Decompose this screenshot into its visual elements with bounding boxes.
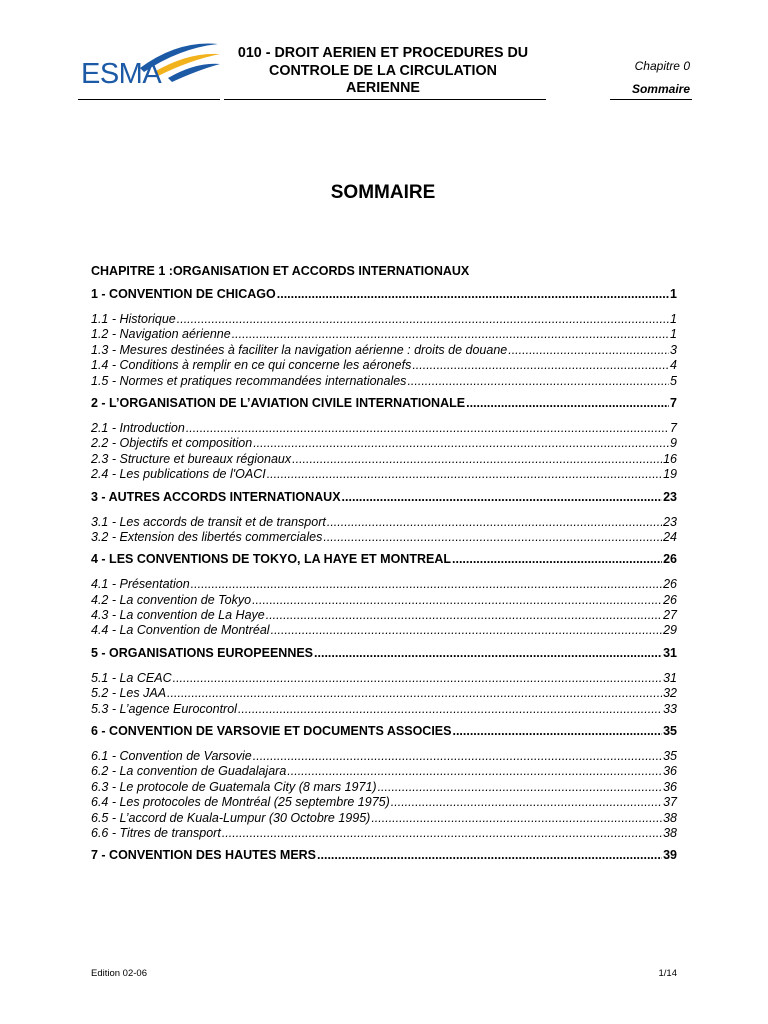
toc-subsection-entry-title: 3.1 - Les accords de transit et de transport	[91, 514, 326, 529]
toc-subsection-entry[interactable]	[91, 749, 677, 764]
toc-subsection-entry-page: 5	[670, 373, 677, 388]
toc-subsection-entry-title: 1.3 - Mesures destinées à faciliter la navigation aérienne : droits de douane	[91, 342, 508, 357]
toc-subsection-entry-page: 38	[663, 810, 677, 825]
toc-section-entry-title: 1 - CONVENTION DE CHICAGO	[91, 287, 276, 301]
toc-section-group	[91, 848, 677, 863]
toc-subsection-entry[interactable]	[91, 608, 677, 623]
dot-leader	[173, 671, 663, 686]
dot-leader	[466, 396, 669, 411]
toc-subsection-entry[interactable]	[91, 312, 677, 327]
page-header	[0, 0, 768, 104]
toc-subsection-entry-title: 6.1 - Convention de Varsovie	[91, 749, 252, 764]
toc-section-entry-title: 6 - CONVENTION DE VARSOVIE ET DOCUMENTS ASSOCIES	[91, 724, 452, 739]
toc-subsection-entry[interactable]	[91, 671, 677, 686]
toc-subsection-entry-title: 4.3 - La convention de La Haye	[91, 608, 265, 623]
toc-subsection-entry-page: 38	[663, 825, 677, 840]
chapter-label: Chapitre 0	[634, 59, 690, 73]
toc-section-entry-page: 23	[663, 489, 677, 504]
toc-subsection-entry[interactable]	[91, 577, 677, 592]
document-title-line-1: 010 - DROIT AERIEN ET PROCEDURES DU	[237, 45, 529, 61]
toc-section-entry-title: 2 - L’ORGANISATION DE L’AVIATION CIVILE INTERNATIONALE	[91, 395, 466, 410]
toc-subsection-entry-title: 1.5 - Normes et pratiques recommandées internationales	[91, 373, 407, 388]
toc-section-group	[91, 490, 677, 546]
toc-subsection-entry-title: 1.4 - Conditions à remplir en ce qui concerne les aéronefs	[91, 358, 412, 373]
document-title-line-2: CONTROLE DE LA CIRCULATION	[269, 62, 497, 79]
toc-subsection-entry-title: 1.1 - Historique	[91, 312, 176, 326]
toc-subsection-entry[interactable]	[91, 780, 677, 795]
dot-leader	[238, 702, 662, 717]
dot-leader	[292, 452, 662, 467]
toc-subsection-entry-page: 32	[663, 686, 677, 701]
logo-text: ESMA	[81, 58, 162, 90]
toc-subsection-entry-title: 6.6 - Titres de transport	[91, 825, 221, 840]
toc-subsection-entry[interactable]	[91, 327, 677, 342]
toc-chapter-heading: CHAPITRE 1 :ORGANISATION ET ACCORDS INTERNATIONAUX	[91, 264, 470, 278]
toc-subsection-entry-title: 5.3 - L’agence Eurocontrol	[91, 701, 237, 716]
toc-subsection-entry-title: 4.1 - Présentation	[91, 577, 190, 592]
toc-subsection-entry-page: 9	[670, 436, 677, 451]
toc-subsection-entry-page: 7	[670, 420, 677, 435]
toc-subsection-entry[interactable]	[91, 811, 677, 826]
toc-subsection-entry-title: 4.2 - La convention de Tokyo	[91, 592, 252, 607]
dot-leader	[267, 467, 662, 482]
toc-subsection-entry-title: 2.4 - Les publications de l'OACI	[91, 467, 266, 482]
dot-leader	[371, 811, 662, 826]
toc-section-entry[interactable]	[91, 646, 677, 661]
toc-subsection-entry-page: 1	[670, 312, 677, 326]
toc-subsection-entry-page: 31	[663, 670, 677, 685]
dot-leader	[287, 764, 662, 779]
dot-leader	[177, 312, 669, 327]
dot-leader	[412, 358, 669, 373]
dot-leader	[452, 724, 662, 739]
toc-section-entry-page: 7	[670, 395, 677, 410]
toc-subsection-entry-title: 6.2 - La convention de Guadalajara	[91, 764, 287, 779]
toc-section-entry-page: 35	[663, 724, 677, 739]
toc-subsection-entry-title: 5.1 - La CEAC	[91, 670, 172, 685]
toc-subsection-entry-page: 4	[670, 358, 677, 373]
toc-subsection-entry-page: 27	[663, 608, 677, 623]
toc-subsection-entry[interactable]	[91, 826, 677, 841]
toc-section-group	[91, 287, 677, 389]
toc-subsection-entry[interactable]	[91, 623, 677, 638]
toc-subsection-entry-page: 23	[663, 514, 677, 529]
toc-subsection-entry-page: 35	[663, 749, 677, 764]
toc-subsection-entry[interactable]	[91, 452, 677, 467]
toc-section-entry-page: 1	[670, 287, 677, 301]
toc-subsection-entry-page: 16	[663, 451, 677, 466]
toc-subsection-entry-title: 2.2 - Objectifs et composition	[91, 436, 253, 451]
table-of-contents	[91, 261, 677, 873]
document-title	[224, 45, 542, 98]
toc-subsection-entry-page: 33	[663, 701, 677, 716]
dot-leader	[266, 608, 662, 623]
dot-leader	[222, 826, 662, 841]
footer-page-number: 1/14	[658, 968, 677, 979]
toc-subsection-entry-title: 1.2 - Navigation aérienne	[91, 327, 231, 342]
toc-section-entry-page: 26	[663, 552, 677, 567]
document-title-line-3: AERIENNE	[346, 80, 420, 96]
toc-section-entry-title: 5 - ORGANISATIONS EUROPEENNES	[91, 645, 314, 660]
toc-section-entry[interactable]	[91, 848, 677, 863]
header-rule-right	[610, 99, 692, 100]
toc-subsection-entry-title: 5.2 - Les JAA	[91, 686, 167, 701]
toc-subsection-entry-title: 6.5 - L’accord de Kuala-Lumpur (30 Octobre 1995)	[91, 810, 371, 825]
dot-leader	[277, 287, 669, 302]
toc-subsection-entry[interactable]	[91, 374, 677, 389]
dot-leader	[271, 623, 663, 638]
toc-section-group	[91, 646, 677, 717]
toc-subsection-entry-title: 6.4 - Les protocoles de Montréal (25 septembre 1975)	[91, 795, 390, 810]
dot-leader	[253, 436, 669, 451]
toc-subsection-entry-title: 2.3 - Structure et bureaux régionaux	[91, 451, 292, 466]
dot-leader	[317, 848, 662, 863]
toc-subsection-entry-page: 36	[663, 779, 677, 794]
dot-leader	[314, 646, 662, 661]
esma-logo	[78, 38, 223, 100]
toc-section-group	[91, 396, 677, 483]
toc-subsection-entry-page: 29	[663, 623, 677, 638]
toc-subsection-entry-page: 3	[670, 342, 677, 357]
toc-subsection-entry[interactable]	[91, 467, 677, 482]
toc-subsection-entry[interactable]	[91, 515, 677, 530]
dot-leader	[378, 780, 663, 795]
dot-leader	[191, 577, 662, 592]
toc-subsection-entry-page: 36	[663, 764, 677, 779]
toc-subsection-entry-title: 4.4 - La Convention de Montréal	[91, 623, 270, 638]
toc-subsection-entry-title: 6.3 - Le protocole de Guatemala City (8 mars 1971)	[91, 779, 377, 794]
dot-leader	[323, 530, 662, 545]
toc-subsection-entry[interactable]	[91, 436, 677, 451]
dot-leader	[452, 552, 662, 567]
page-title: SOMMAIRE	[330, 182, 436, 203]
dot-leader	[391, 795, 662, 810]
toc-section-entry-title: 7 - CONVENTION DES HAUTES MERS	[91, 848, 317, 863]
toc-subsection-entry[interactable]	[91, 593, 677, 608]
toc-subsection-entry[interactable]	[91, 358, 677, 373]
toc-subsection-entry[interactable]	[91, 764, 677, 779]
dot-leader	[186, 421, 669, 436]
toc-section-entry[interactable]	[91, 490, 677, 505]
header-rule-middle	[224, 99, 546, 100]
toc-subsection-entry-title: 3.2 - Extension des libertés commerciales	[91, 529, 323, 544]
toc-section-entry-page: 39	[663, 848, 677, 863]
dot-leader	[252, 593, 662, 608]
toc-subsection-entry[interactable]	[91, 686, 677, 701]
toc-subsection-entry[interactable]	[91, 702, 677, 717]
toc-subsection-entry-page: 19	[663, 467, 677, 482]
toc-section-entry[interactable]	[91, 724, 677, 739]
toc-subsection-entry-page: 1	[670, 327, 677, 342]
dot-leader	[342, 490, 663, 505]
toc-subsection-entry-page: 26	[663, 577, 677, 592]
toc-subsection-entry-page: 26	[663, 592, 677, 607]
toc-subsection-entry[interactable]	[91, 530, 677, 545]
toc-section-entry[interactable]	[91, 287, 677, 302]
toc-section-entry[interactable]	[91, 396, 677, 411]
toc-subsection-entry[interactable]	[91, 795, 677, 810]
dot-leader	[232, 327, 669, 342]
dot-leader	[327, 515, 662, 530]
footer-edition: Edition 02-06	[91, 968, 147, 979]
dot-leader	[508, 343, 669, 358]
toc-section-entry-title: 4 - LES CONVENTIONS DE TOKYO, LA HAYE ET MONTREAL	[91, 552, 451, 567]
dot-leader	[167, 686, 662, 701]
toc-section-entry-title: 3 - AUTRES ACCORDS INTERNATIONAUX	[91, 489, 341, 504]
toc-subsection-entry-page: 24	[663, 529, 677, 544]
toc-section-group	[91, 724, 677, 841]
toc-subsection-entry-page: 37	[663, 795, 677, 810]
toc-subsection-entry[interactable]	[91, 343, 677, 358]
header-rule-left	[78, 99, 220, 100]
section-label: Sommaire	[631, 82, 690, 96]
toc-section-group	[91, 552, 677, 639]
toc-subsection-entry-title: 2.1 - Introduction	[91, 420, 185, 435]
toc-section-entry[interactable]	[91, 552, 677, 567]
toc-subsection-entry[interactable]	[91, 421, 677, 436]
dot-leader	[407, 374, 669, 389]
toc-sections	[91, 287, 677, 863]
dot-leader	[253, 749, 662, 764]
toc-section-entry-page: 31	[663, 645, 677, 660]
